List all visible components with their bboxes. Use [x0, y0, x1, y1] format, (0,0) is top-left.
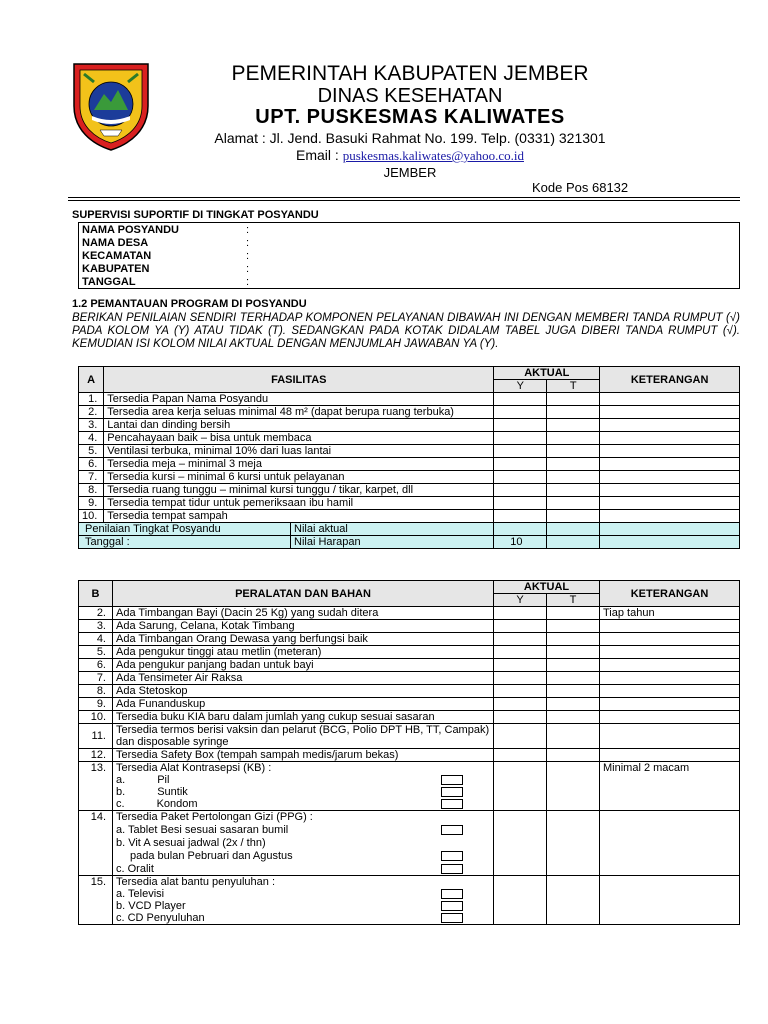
row-note [600, 711, 740, 724]
sub-item: a. Televisi [116, 888, 463, 900]
row-number: 10. [79, 711, 113, 724]
row-note[interactable] [600, 445, 740, 458]
table-a-t: T [547, 380, 600, 393]
header-institution: UPT. PUSKESMAS KALIWATES [255, 106, 565, 128]
row-text: Tersedia Alat Kontrasepsi (KB) : [116, 762, 272, 774]
row-note [600, 620, 740, 633]
row-note [600, 646, 740, 659]
email-link[interactable]: puskesmas.kaliwates@yahoo.co.id [342, 148, 524, 163]
row-text: Tersedia buku KIA baru dalam jumlah yang cukup sesuai sasaran [113, 711, 494, 724]
table-row [79, 811, 740, 876]
identity-value[interactable] [259, 249, 740, 262]
cell-t[interactable] [547, 672, 600, 685]
header-email-line [180, 147, 640, 164]
table-a-y: Y [494, 380, 547, 393]
checkbox-kondom[interactable] [441, 799, 463, 809]
row-note [600, 749, 740, 762]
sub-item: a. Pil [116, 774, 463, 786]
table-row [79, 672, 740, 685]
row-number: 14. [79, 811, 113, 876]
sub-item: c. Kondom [116, 798, 463, 810]
row-text: Ada Tensimeter Air Raksa [113, 672, 494, 685]
checkbox-suntik[interactable] [441, 787, 463, 797]
row-number: 15. [79, 876, 113, 925]
cell-t[interactable] [547, 633, 600, 646]
table-b-t: T [547, 594, 600, 607]
table-row [79, 749, 740, 762]
table-row [79, 646, 740, 659]
row-note[interactable] [600, 393, 740, 406]
cell-y[interactable] [494, 607, 547, 620]
row-number: 7. [79, 471, 104, 484]
cell-y[interactable] [494, 445, 547, 458]
table-row [79, 685, 740, 698]
cell-t[interactable] [547, 646, 600, 659]
identity-label: TANGGAL [82, 275, 136, 288]
row-number: 10. [79, 510, 104, 523]
table-row [79, 698, 740, 711]
cell-t[interactable] [547, 659, 600, 672]
row-text: Ada Stetoskop [113, 685, 494, 698]
row-item [113, 762, 494, 811]
row-note[interactable] [600, 510, 740, 523]
cell-t[interactable] [547, 711, 600, 724]
row-number: 7. [79, 672, 113, 685]
row-text: Tersedia tempat tidur untuk pemeriksaan ibu hamil [104, 497, 494, 510]
identity-separator: : [246, 275, 250, 288]
header-government: PEMERINTAH KABUPATEN JEMBER [231, 62, 589, 85]
facilities-table [78, 366, 740, 549]
row-text: Tersedia kursi – minimal 6 kursi untuk pelayanan [104, 471, 494, 484]
row-number: 5. [79, 646, 113, 659]
actual-score-y[interactable] [494, 523, 547, 536]
checkbox-vcd-player[interactable] [441, 901, 463, 911]
table-row [79, 445, 740, 458]
actual-score-label: Nilai aktual [290, 523, 348, 535]
table-row [79, 497, 740, 510]
cell-t[interactable] [547, 406, 600, 419]
cell-y[interactable] [494, 711, 547, 724]
row-text: Tersedia ruang tunggu – minimal kursi tunggu / tikar, karpet, dll [104, 484, 494, 497]
expected-score-label: Nilai Harapan [290, 536, 361, 548]
table-row [79, 484, 740, 497]
row-note[interactable] [600, 419, 740, 432]
cell-t[interactable] [547, 393, 600, 406]
cell-t[interactable] [547, 811, 600, 876]
cell-y[interactable] [494, 620, 547, 633]
row-text: Ada Funanduskup [113, 698, 494, 711]
section-title: SUPERVISI SUPORTIF DI TINGKAT POSYANDU [72, 209, 319, 221]
row-number: 2. [79, 406, 104, 419]
row-text: Tersedia Safety Box (tempah sampah medis/jarum bekas) [113, 749, 494, 762]
table-row [79, 406, 740, 419]
row-note [600, 672, 740, 685]
checkbox-televisi[interactable] [441, 889, 463, 899]
sub-item: pada bulan Pebruari dan Agustus [116, 849, 463, 862]
header-department: DINAS KESEHATAN [317, 85, 503, 107]
checkbox-vit-a[interactable] [441, 851, 463, 861]
header-address: Alamat : Jl. Jend. Basuki Rahmat No. 199. Telp. (0331) 321301 [214, 130, 606, 146]
cell-y[interactable] [494, 646, 547, 659]
table-row [79, 633, 740, 646]
identity-separator: : [246, 262, 250, 275]
row-note: Tiap tahun [600, 607, 740, 620]
row-number: 13. [79, 762, 113, 811]
row-note [600, 685, 740, 698]
cell-t[interactable] [547, 762, 600, 811]
identity-label: KECAMATAN [82, 249, 152, 262]
table-row [79, 471, 740, 484]
cell-t[interactable] [547, 749, 600, 762]
table-a-code: A [79, 367, 104, 393]
table-row [79, 659, 740, 672]
row-number: 9. [79, 497, 104, 510]
cell-y[interactable] [494, 659, 547, 672]
table-a-keterangan: KETERANGAN [600, 367, 740, 393]
identity-table [78, 222, 740, 289]
row-number: 6. [79, 659, 113, 672]
row-note[interactable] [600, 432, 740, 445]
row-note: Minimal 2 macam [600, 762, 740, 811]
checkbox-tablet-besi[interactable] [441, 825, 463, 835]
sub-item: c. CD Penyuluhan [116, 912, 463, 924]
cell-t[interactable] [547, 876, 600, 925]
row-text: Tersedia Papan Nama Posyandu [104, 393, 494, 406]
row-number: 3. [79, 620, 113, 633]
date-label: Tanggal : [85, 536, 130, 548]
jember-regency-emblem [70, 60, 152, 152]
row-number: 4. [79, 633, 113, 646]
assessment-row [79, 523, 494, 536]
identity-separator: : [246, 223, 250, 236]
cell-y[interactable] [494, 393, 547, 406]
cell-t[interactable] [547, 724, 600, 749]
table-row [79, 620, 740, 633]
row-text: Pencahayaan baik – bisa untuk membaca [104, 432, 494, 445]
identity-row [79, 275, 740, 289]
table-row [79, 419, 740, 432]
cell-t[interactable] [547, 497, 600, 510]
table-row [79, 762, 740, 811]
cell-t[interactable] [547, 607, 600, 620]
row-note[interactable] [600, 406, 740, 419]
checkbox-oralit[interactable] [441, 864, 463, 874]
row-note [600, 633, 740, 646]
row-text: Ada pengukur tinggi atau metlin (meteran) [113, 646, 494, 659]
row-text: Tersedia Paket Pertolongan Gizi (PPG) : [116, 811, 313, 823]
row-note [600, 659, 740, 672]
table-b-y: Y [494, 594, 547, 607]
header-city: JEMBER [383, 165, 437, 180]
row-text: Tersedia termos berisi vaksin dan pelarut (BCG, Polio DPT HB, TT, Campak) dan disposable syringe [113, 724, 494, 749]
cell-t[interactable] [547, 432, 600, 445]
cell-t[interactable] [547, 698, 600, 711]
actual-score-t[interactable] [547, 523, 600, 536]
row-text: Tersedia alat bantu penyuluhan : [116, 876, 276, 888]
identity-label: NAMA POSYANDU [82, 223, 179, 236]
cell-y[interactable] [494, 724, 547, 749]
cell-y[interactable] [494, 510, 547, 523]
row-text: Ventilasi terbuka, minimal 10% dari luas lantai [104, 445, 494, 458]
cell-y[interactable] [494, 419, 547, 432]
row-number: 6. [79, 458, 104, 471]
row-text: Tersedia tempat sampah [104, 510, 494, 523]
row-text: Lantai dan dinding bersih [104, 419, 494, 432]
cell-y[interactable] [494, 458, 547, 471]
cell-y[interactable] [494, 811, 547, 876]
table-row [79, 393, 740, 406]
row-text: Ada Sarung, Celana, Kotak Timbang [113, 620, 494, 633]
row-number: 5. [79, 445, 104, 458]
sub-item: a. Tablet Besi sesuai sasaran bumil [116, 823, 463, 836]
row-number: 8. [79, 484, 104, 497]
cell-y[interactable] [494, 484, 547, 497]
cell-t[interactable] [547, 419, 600, 432]
expected-score-note [600, 536, 740, 549]
row-number: 9. [79, 698, 113, 711]
header-postal-code: Kode Pos 68132 [532, 180, 629, 195]
identity-label: NAMA DESA [82, 236, 149, 249]
assessment-label: Penilaian Tingkat Posyandu [85, 523, 221, 535]
sub-item: b. Vit A sesuai jadwal (2x / thn) [116, 836, 266, 849]
email-label: Email : [296, 147, 339, 163]
identity-row [79, 262, 740, 275]
identity-value[interactable] [259, 236, 740, 249]
table-b-aktual: AKTUAL [494, 581, 600, 594]
cell-t[interactable] [547, 445, 600, 458]
checkbox-pil[interactable] [441, 775, 463, 785]
header-divider-bottom [68, 200, 740, 201]
instructions-paragraph: BERIKAN PENILAIAN SENDIRI TERHADAP KOMPONEN PELAYANAN DIBAWAH INI DENGAN MEMBERI TANDA RUMPUT (√) PADA KOLOM YA (Y) ATAU TIDAK (T). SEDANGKAN PADA KOTAK DIDALAM TABEL JUGA DIBERI TANDA RUMPUT (√). KEMUDIAN ISI KOLOM NILAI AKTUAL DENGAN MENJUMLAH JAWABAN YA (Y). [72, 312, 740, 351]
table-row [79, 607, 740, 620]
row-item [113, 811, 494, 876]
identity-row [79, 249, 740, 262]
row-note[interactable] [600, 458, 740, 471]
row-item [113, 876, 494, 925]
header-divider-top [68, 197, 740, 198]
row-number: 11. [79, 724, 113, 749]
cell-y[interactable] [494, 762, 547, 811]
row-number: 4. [79, 432, 104, 445]
table-row [79, 724, 740, 749]
cell-t[interactable] [547, 471, 600, 484]
identity-value[interactable] [259, 275, 740, 289]
identity-value[interactable] [259, 262, 740, 275]
cell-y[interactable] [494, 497, 547, 510]
identity-row [79, 236, 740, 249]
monitoring-title: 1.2 PEMANTAUAN PROGRAM DI POSYANDU [72, 298, 307, 310]
row-note[interactable] [600, 811, 740, 876]
row-number: 2. [79, 607, 113, 620]
table-row [79, 432, 740, 445]
row-text: Ada Timbangan Orang Dewasa yang berfungsi baik [113, 633, 494, 646]
table-a-aktual: AKTUAL [494, 367, 600, 380]
row-text: Ada pengukur panjang badan untuk bayi [113, 659, 494, 672]
cell-y[interactable] [494, 876, 547, 925]
cell-t[interactable] [547, 484, 600, 497]
cell-t[interactable] [547, 510, 600, 523]
cell-y[interactable] [494, 633, 547, 646]
row-number: 1. [79, 393, 104, 406]
row-number: 3. [79, 419, 104, 432]
row-note [600, 724, 740, 749]
sub-item: b. Suntik [116, 786, 463, 798]
row-note[interactable] [600, 876, 740, 925]
expected-score-t [547, 536, 600, 549]
expected-score-value: 10 [494, 536, 547, 549]
cell-y[interactable] [494, 749, 547, 762]
sub-item: c. Oralit [116, 862, 463, 875]
cell-y[interactable] [494, 685, 547, 698]
table-b-keterangan: KETERANGAN [600, 581, 740, 607]
cell-y[interactable] [494, 672, 547, 685]
table-row [79, 510, 740, 523]
table-b-title: PERALATAN DAN BAHAN [113, 581, 494, 607]
checkbox-cd-penyuluhan[interactable] [441, 913, 463, 923]
table-a-title: FASILITAS [104, 367, 494, 393]
actual-score-note[interactable] [600, 523, 740, 536]
cell-y[interactable] [494, 471, 547, 484]
table-row [79, 876, 740, 925]
table-row [79, 458, 740, 471]
identity-value[interactable] [259, 223, 740, 237]
identity-row [79, 223, 740, 237]
cell-y[interactable] [494, 406, 547, 419]
row-note[interactable] [600, 484, 740, 497]
cell-y[interactable] [494, 698, 547, 711]
row-number: 12. [79, 749, 113, 762]
cell-t[interactable] [547, 620, 600, 633]
table-row [79, 711, 740, 724]
row-note[interactable] [600, 497, 740, 510]
row-number: 8. [79, 685, 113, 698]
row-text: Tersedia area kerja seluas minimal 48 m² (dapat berupa ruang terbuka) [104, 406, 494, 419]
row-text: Ada Timbangan Bayi (Dacin 25 Kg) yang sudah ditera [113, 607, 494, 620]
row-text: Tersedia meja – minimal 3 meja [104, 458, 494, 471]
row-note[interactable] [600, 471, 740, 484]
equipment-table [78, 580, 740, 925]
identity-label: KABUPATEN [82, 262, 150, 275]
sub-item: b. VCD Player [116, 900, 463, 912]
table-b-code: B [79, 581, 113, 607]
cell-t[interactable] [547, 458, 600, 471]
date-row [79, 536, 494, 549]
cell-t[interactable] [547, 685, 600, 698]
row-note [600, 698, 740, 711]
identity-separator: : [246, 249, 250, 262]
cell-y[interactable] [494, 432, 547, 445]
identity-separator: : [246, 236, 250, 249]
